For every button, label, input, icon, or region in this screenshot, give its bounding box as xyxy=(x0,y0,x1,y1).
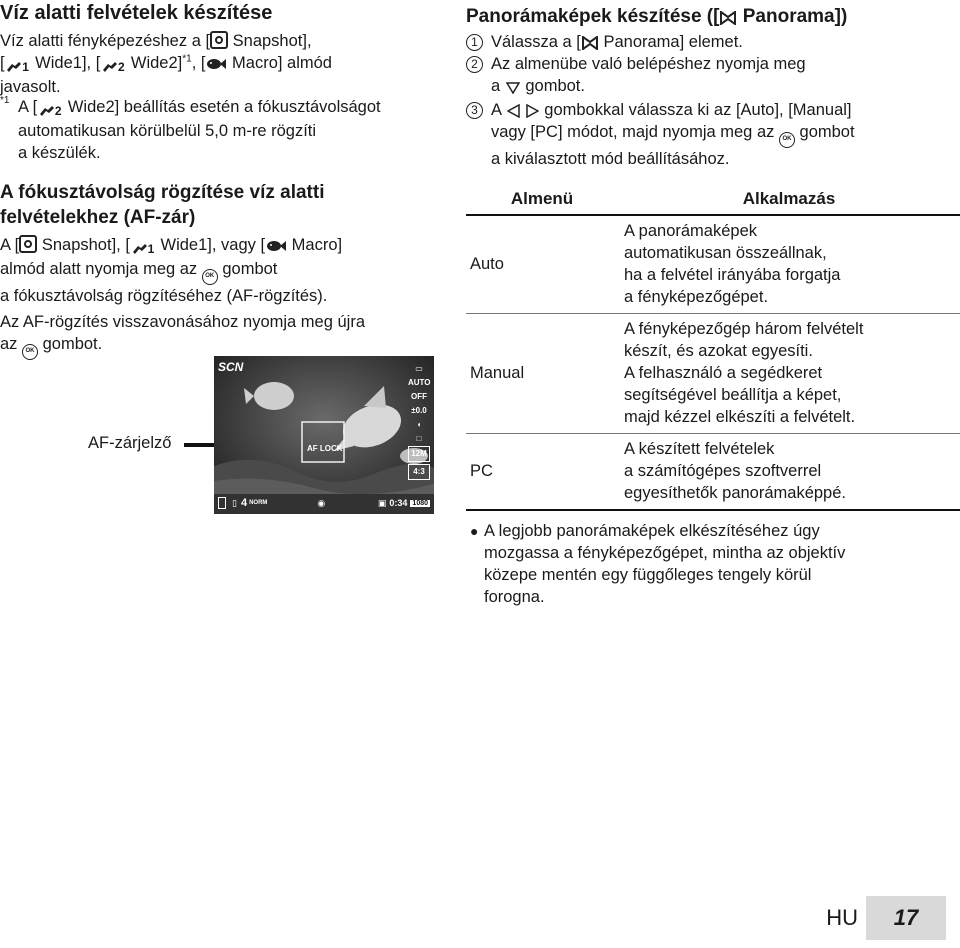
step-number: 2 xyxy=(466,56,483,73)
submenu-name: Manual xyxy=(466,314,618,434)
af-lock-indicator: AF LOCK xyxy=(307,444,343,453)
memory-icon: ▯ xyxy=(232,497,237,508)
steps-list: 1 Válassza a [ Panorama] elemet. 2 Az almenübe való belépéshez nyomja meg a gombot. 3 A gombokkal válassza ki az [Auto], [Manual] vagy [PC] módot, majd nyomja meg az OK gombot a kiválasztott mód beállításához. xyxy=(466,31,960,170)
shots-remaining: 4 xyxy=(240,497,248,509)
step-number: 1 xyxy=(466,34,483,51)
image-size-badge: 12M xyxy=(408,446,430,462)
table-bottom-rule xyxy=(466,509,960,511)
snapshot-mode-icon xyxy=(210,31,228,49)
footnote-text: A [ xyxy=(18,98,38,116)
ok-button-icon: OK xyxy=(202,269,218,285)
diver-wide1-icon: 1 xyxy=(5,59,31,76)
language-code: HU xyxy=(826,905,858,930)
diver-wide1-icon: 1 xyxy=(130,241,156,258)
ok-button-icon: OK xyxy=(779,132,795,148)
submenu-table-wrap xyxy=(466,184,960,511)
table-row xyxy=(466,314,960,434)
intro-text: Wide2] xyxy=(126,54,183,72)
footnote-ref: *1 xyxy=(182,53,192,65)
submenu-description: A fényképezőgép három felvételt készít, és azokat egyesíti. A felhasználó a segédkeret segítségével beállítja a képet, majd kézzel elkészíti a felvételt. xyxy=(618,314,960,434)
section-heading-panorama: Panorámaképek készítése ([ Panorama]) xyxy=(466,6,848,27)
footnote-text: automatikusan körülbelül 5,0 m-re rögzíti xyxy=(18,122,317,140)
down-arrow-icon xyxy=(505,82,521,99)
intro-text: Wide1], [ xyxy=(30,54,101,72)
fish-macro-icon xyxy=(205,57,227,74)
step-number: 3 xyxy=(466,102,483,119)
stabilizer-icon: ◉ xyxy=(317,497,326,508)
footnote: *1 A [ 2 Wide2] beállítás esetén a fókusztávolságot automatikusan körülbelül 5,0 m-re rögzíti a készülék. xyxy=(0,96,440,164)
af-lock-heading: A fókusztávolság rögzítése víz alatti felvételekhez (AF-zár) xyxy=(0,182,325,228)
underwater-scene-image xyxy=(214,356,434,514)
submenu-description: A készített felvételek a számítógépes szoftverrel egyesíthetők panorámaképpé. xyxy=(624,440,846,502)
flash-off-icon: OFF xyxy=(411,392,427,401)
wb-icon: ◖ xyxy=(416,420,422,429)
panorama-icon xyxy=(719,11,737,28)
tip-paragraph: ● A legjobb panorámaképek elkészítéséhez úgy mozgassa a fényképezőgépet, mintha az objektív közepe mentén egy függőleges tengely körül forogna. xyxy=(470,522,846,606)
section-heading-underwater: Víz alatti felvételek készítése xyxy=(0,2,273,24)
step-item: 3 A gombokkal válassza ki az [Auto], [Manual] xyxy=(466,99,960,121)
table-row xyxy=(466,434,960,510)
submenu-name: PC xyxy=(470,462,493,480)
snapshot-mode-icon xyxy=(19,235,37,253)
fish-macro-icon xyxy=(265,239,287,256)
underwater-mode-icon: ▭ xyxy=(415,364,423,373)
submenu-name: Auto xyxy=(466,215,618,314)
table-header: Almenü xyxy=(466,184,618,215)
page-number: 17 xyxy=(866,896,946,940)
intro-text: , [ xyxy=(191,54,206,72)
af-lock-paragraph: A [ Snapshot], [ 1 Wide1], vagy [ Macro] almód alatt nyomja meg az OK gombot a fókusztávolság rögzítéséhez (AF-rögzítés). Az AF-rögzítés visszavonásához nyomja meg újra az OK gombot. xyxy=(0,234,440,360)
intro-text: Macro] almód xyxy=(227,54,332,72)
footnote-text: Wide2] beállítás esetén a fókusztávolságot xyxy=(63,98,381,116)
ok-button-icon: OK xyxy=(22,344,38,360)
diver-wide2-icon: 2 xyxy=(37,103,63,120)
step-item: 1 Válassza a [ Panorama] elemet. xyxy=(466,31,960,53)
footnote-text: a készülék. xyxy=(18,144,101,162)
submenu-table xyxy=(466,184,960,509)
table-header: Alkalmazás xyxy=(618,184,960,215)
intro-text: Víz alatti fényképezéshez a [ xyxy=(0,32,211,50)
intro-text: Snapshot], xyxy=(228,32,312,50)
left-right-arrows-icon xyxy=(506,104,540,121)
intro-paragraph: Víz alatti fényképezéshez a [ Snapshot], [ 1 Wide1], [ 2 Wide2]$^{*1}$, [ Macro] almód javasolt. xyxy=(0,30,440,98)
intro-text: javasolt. xyxy=(0,78,61,96)
record-time: 0:34 xyxy=(389,498,408,508)
bullet-mark: ● xyxy=(470,523,479,539)
step-item: 2 Az almenübe való belépéshez nyomja meg xyxy=(466,53,960,75)
drive-icon: □ xyxy=(416,434,422,443)
osd-right-column xyxy=(408,362,430,480)
flash-auto-icon: AUTO xyxy=(408,378,431,387)
movie-icon: ▣ xyxy=(377,497,387,508)
page-footer xyxy=(826,896,946,940)
table-row xyxy=(466,215,960,314)
submenu-description: A panorámaképek automatikusan összeállnak, ha a felvétel irányába forgatja a fényképezőgépet. xyxy=(618,215,960,314)
battery-icon xyxy=(218,497,226,509)
osd-bottom-bar xyxy=(218,496,430,510)
af-lock-indicator-label: AF-zárjelző xyxy=(88,434,172,452)
camera-monitor-preview xyxy=(214,356,434,514)
diver-wide2-icon: 2 xyxy=(100,59,126,76)
quality-indicator: NORM xyxy=(249,500,268,506)
panorama-icon xyxy=(581,36,599,53)
aspect-ratio-badge: 4:3 xyxy=(408,464,430,480)
scene-mode-indicator: SCN xyxy=(218,360,244,374)
exposure-comp-value: ±0.0 xyxy=(411,406,427,415)
movie-resolution-badge: 1080 xyxy=(412,499,428,507)
